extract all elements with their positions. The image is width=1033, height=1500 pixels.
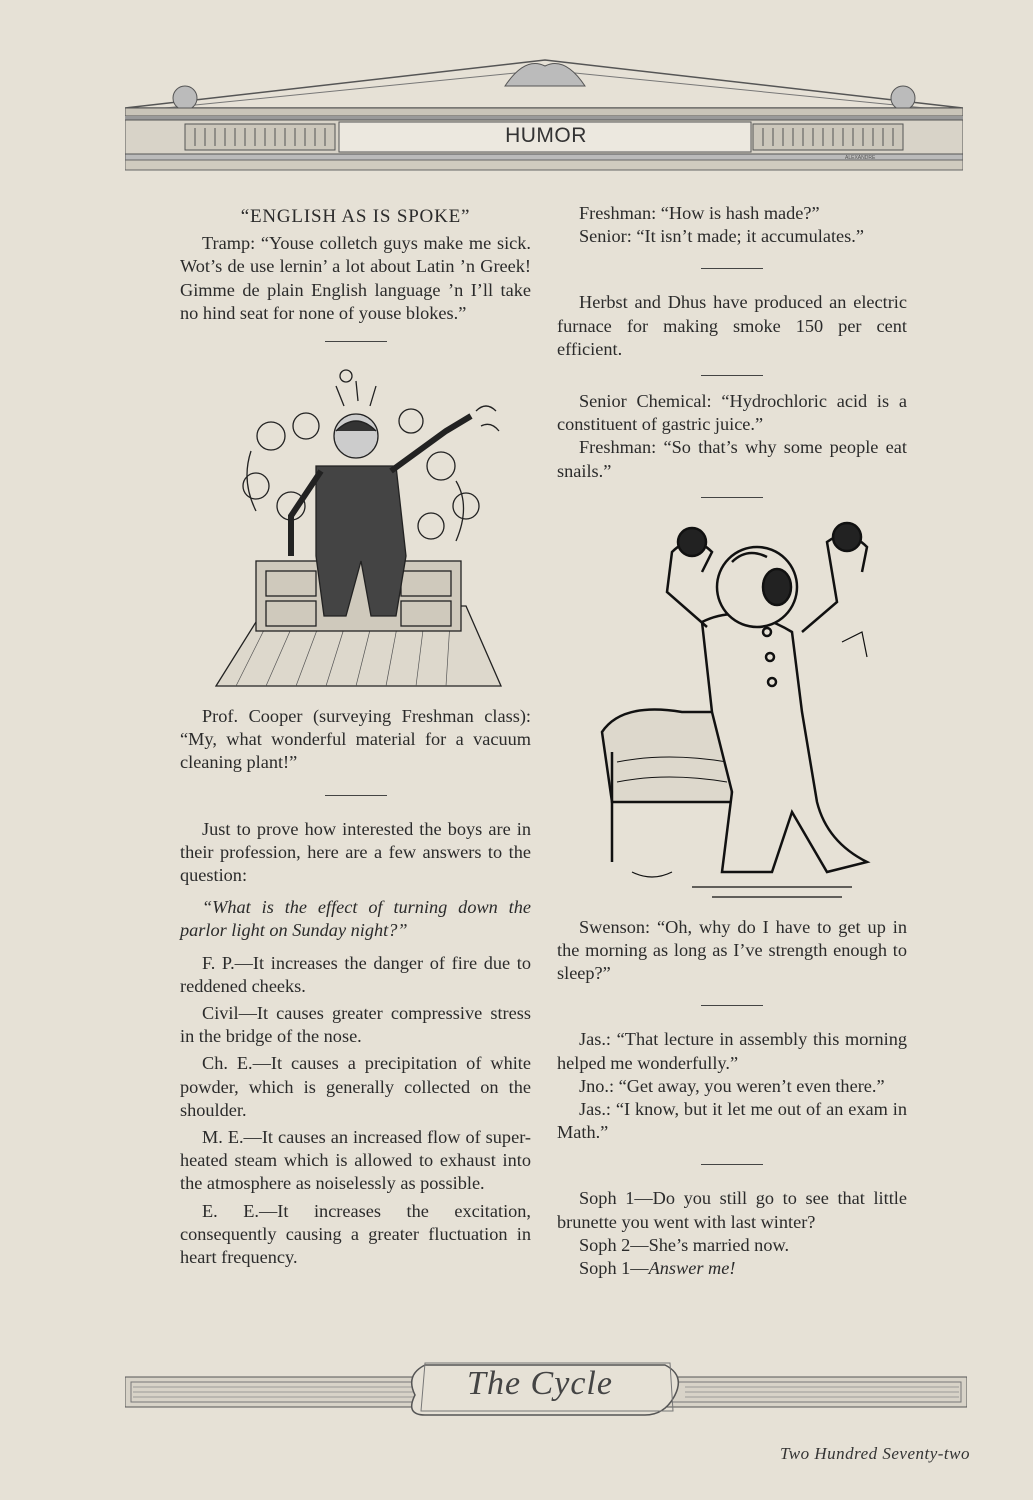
left-column [180,202,531,1269]
answer-civil: Civil—It causes greater compressive stress in the bridge of the nose. [180,1003,531,1047]
chem-senior: Senior Chemical: “Hydrochloric acid is a constituent of gastric juice.” [557,391,907,435]
soph-line-3: Soph 1—Answer me! [579,1258,736,1279]
divider [701,1164,763,1165]
tramp-joke: Tramp: “Youse colletch guys make me sick. Wot’s de use lernin’ a lot about Latin ’n Greek! Gimme de plain English language ’n I’ll take no hind seat for none of youse blokes.” [180,233,531,323]
divider [701,375,763,376]
soph-line-1: Soph 1—Do you still go to see that little brunette you went with last winter? [557,1188,907,1232]
divider [701,268,763,269]
soph-line-2: Soph 2—She’s married now. [579,1234,790,1255]
divider [701,1005,763,1006]
page-number: Two Hundred Seventy-two [780,1444,970,1463]
artist-signature: ALEXANDRE [845,155,876,161]
question-intro: Just to prove how interested the boys are in their profession, here are a few answers to the question: [180,818,531,886]
divider [325,795,387,796]
divider [325,341,387,342]
answer-fp: F. P.—It increases the danger of fire due to reddened cheeks. [180,952,531,996]
hash-question: Freshman: “How is hash made?” [579,203,820,223]
answer-ee: E. E.—It increases the excitation, consequently causing a greater fluctuation in heart frequency. [180,1200,531,1268]
header-banner [125,58,963,173]
herbst-joke: Herbst and Dhus have produced an electric furnace for making smoke 150 per cent efficient. [557,292,907,359]
jno-line: Jno.: “Get away, you weren’t even there.” [579,1075,885,1096]
answer-me: M. E.—It causes an increased flow of super-heated steam which is allowed to exhaust into the atmosphere as noiselessly as possible. [180,1127,531,1194]
jas-line-2: Jas.: “I know, but it let me out of an exam in Math.” [557,1099,907,1143]
footer-banner [125,1355,967,1417]
article-title: “ENGLISH AS IS SPOKE” [240,206,471,227]
magazine-title: The Cycle [467,1365,613,1402]
divider [701,497,763,498]
section-title: HUMOR [505,124,587,147]
question-text: “What is the effect of turning down the parlor light on Sunday night?” [180,897,531,941]
header-ornament [125,58,963,173]
professor-illustration [196,356,516,696]
sleepy-student-illustration [572,512,892,907]
cooper-joke: Prof. Cooper (surveying Freshman class): “My, what wonderful material for a vacuum cleaning plant!” [180,706,531,773]
answer-che: Ch. E.—It causes a precipitation of white powder, which is generally collected on the shoulder. [180,1053,531,1120]
right-column [557,202,907,1280]
swenson-joke: Swenson: “Oh, why do I have to get up in the morning as long as I’ve strength enough to sleep?” [557,916,907,984]
jas-line-1: Jas.: “That lecture in assembly this morning helped me wonderfully.” [557,1029,907,1073]
chem-freshman: Freshman: “So that’s why some people eat snails.” [557,437,907,481]
hash-answer: Senior: “It isn’t made; it accumulates.” [579,226,864,247]
